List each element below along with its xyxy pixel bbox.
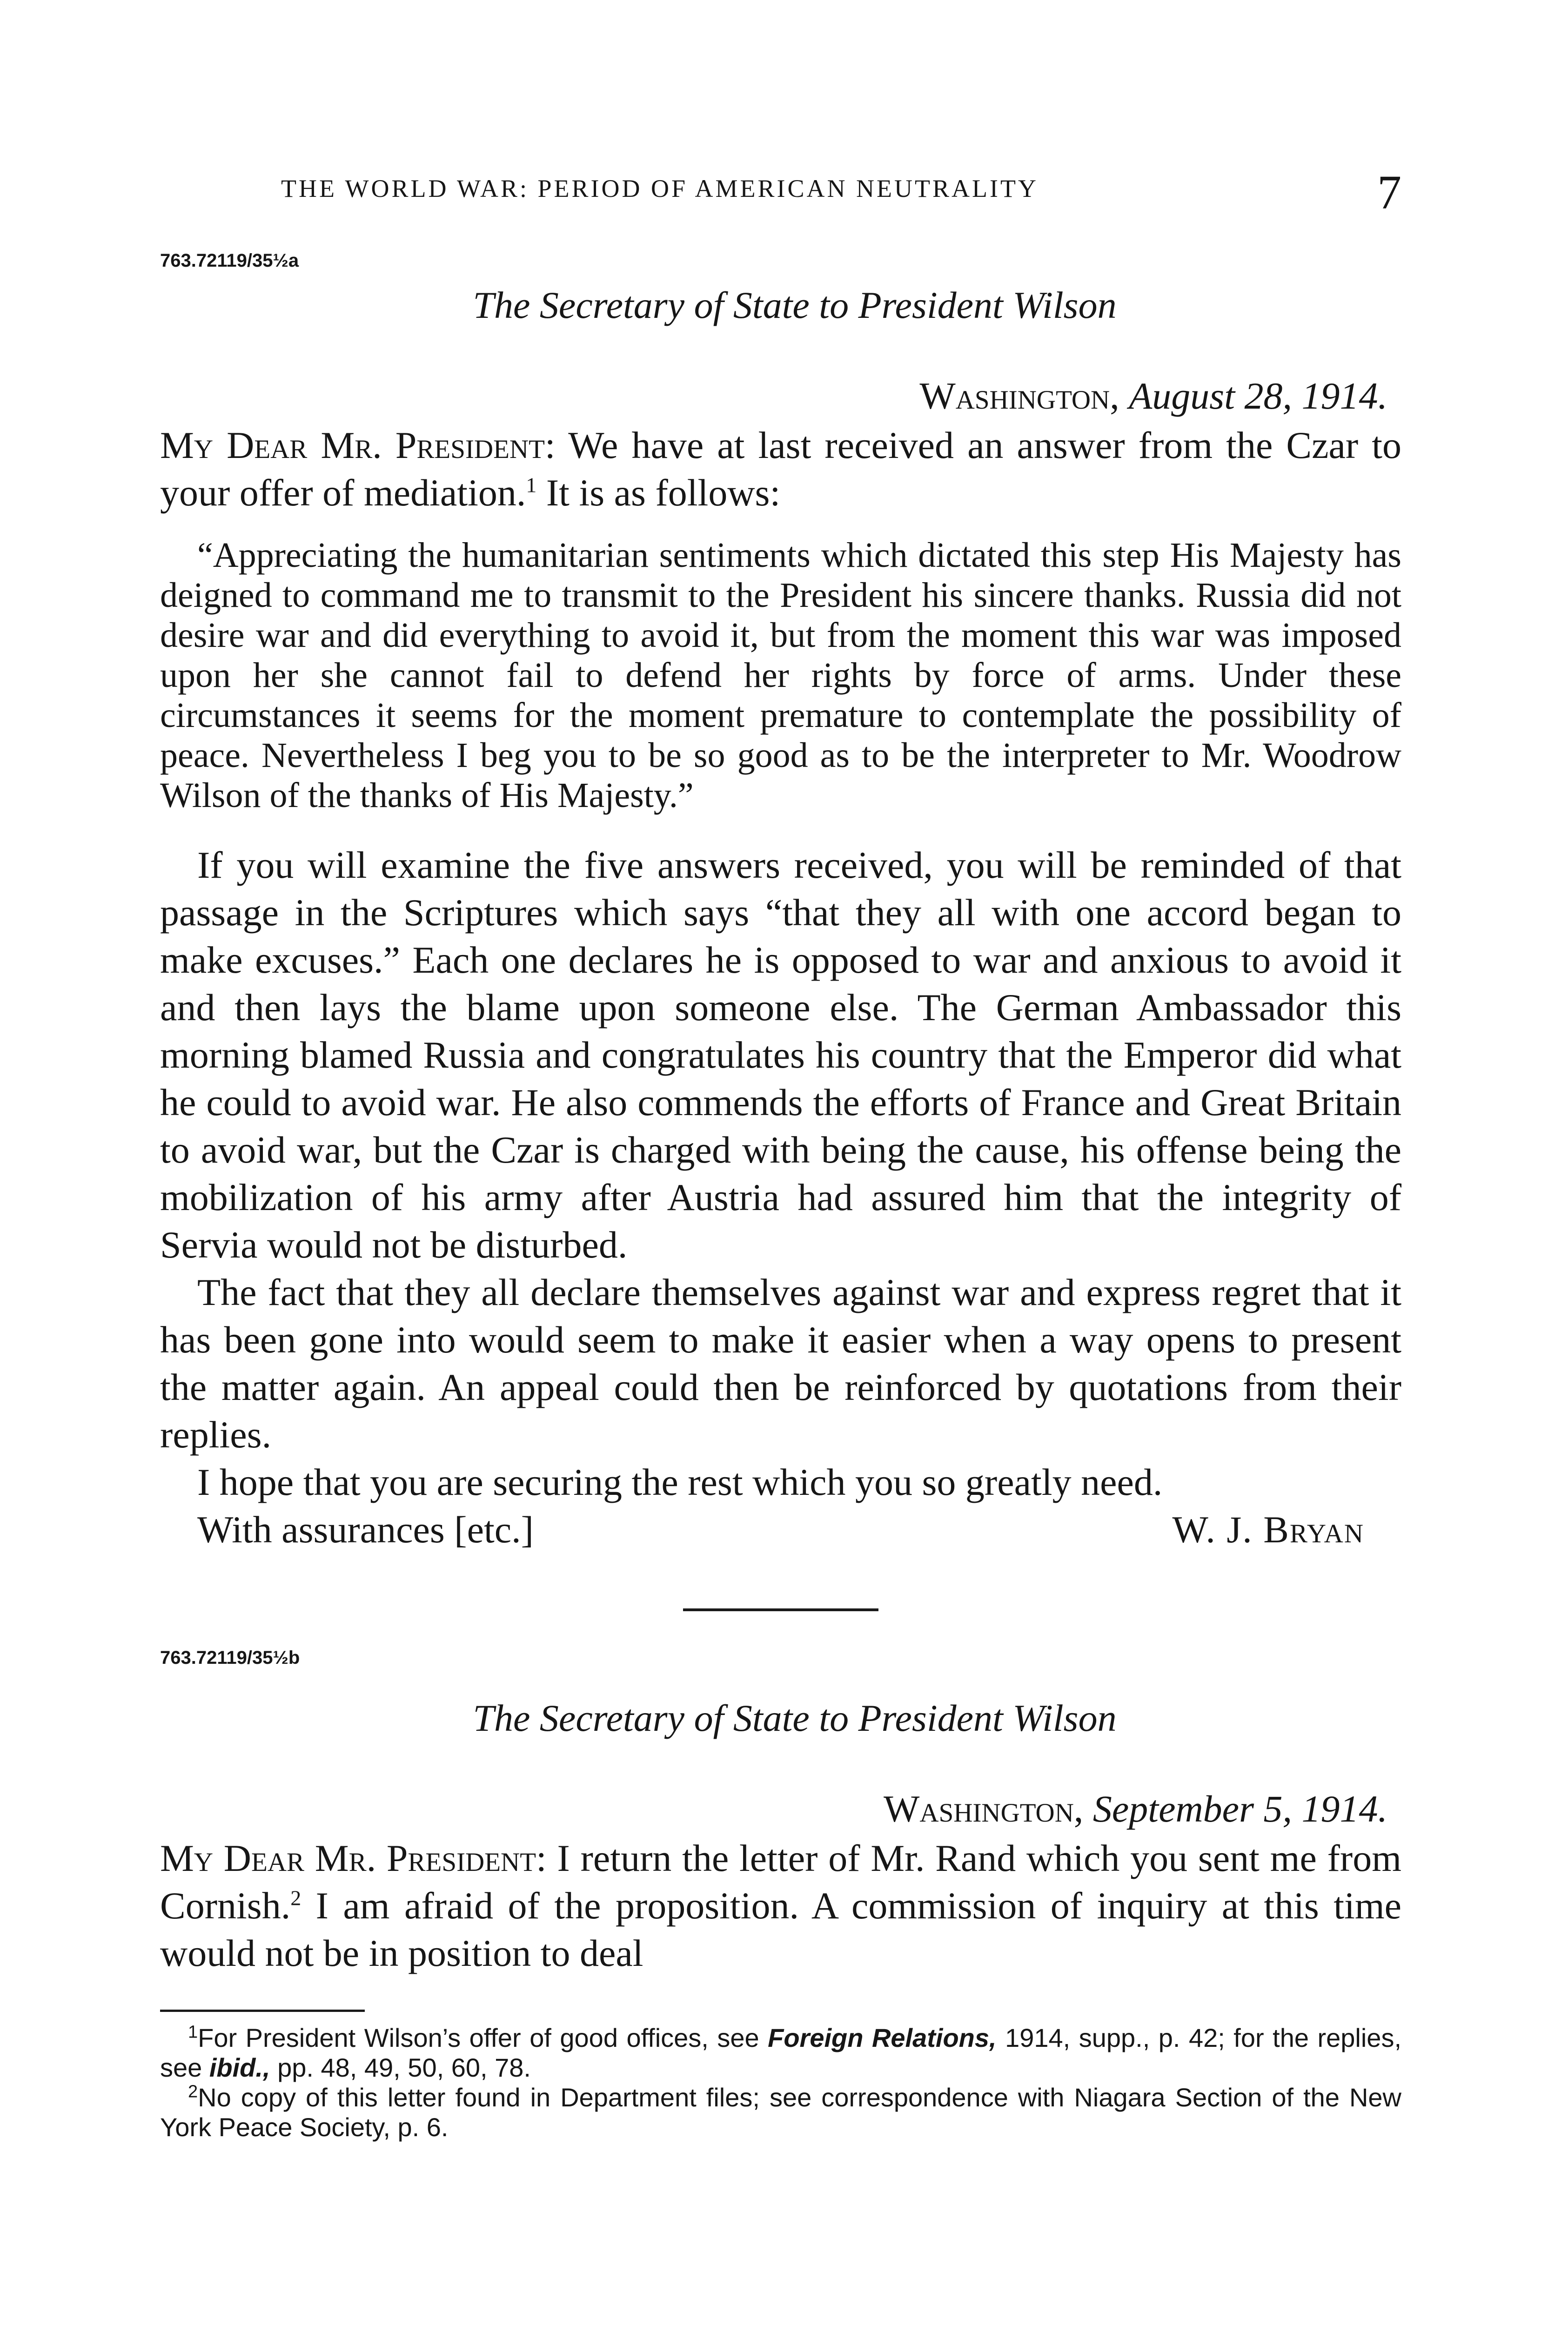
dateline-date: August 28, 1914. xyxy=(1129,375,1387,417)
section-divider xyxy=(683,1608,878,1611)
footnote-mark-2: 2 xyxy=(188,2082,198,2102)
page-number: 7 xyxy=(1377,166,1401,219)
closing-text: With assurances [etc.] xyxy=(197,1508,534,1551)
paragraph-1: If you will examine the five answers received, you will be reminded of that passage in the Scriptures which says “that they all with one accord began to make excuses.” Each one declares he is opposed to war and anxious to avoid it and then lays the blame upon someone else. The German Ambassador this morning blamed Russia and congratulates his country that the Emperor did what he could to avoid war. He also commends the efforts of France and Great Britain to avoid war, but the Czar is charged with being the cause, his offense being the mobilization of his army after Austria had assured him that the integrity of Servia would not be disturbed. xyxy=(160,844,1401,1266)
paragraph-3: I hope that you are securing the rest which you so greatly need. xyxy=(197,1461,1163,1503)
footnote-ref-1: 1 xyxy=(526,473,537,497)
letter-intro-1 xyxy=(160,422,1401,517)
signature: W. J. Bryan xyxy=(1172,1508,1364,1551)
quoted-reply: “Appreciating the humanitarian sentiments which dictated this step His Majesty has deigned to command me to transmit to the President his sincere thanks. Russia did not desire war and did everything to avoid it, but from the moment this war was imposed upon her she cannot fail to defend her rights by force of arms. Under these circumstances it seems for the moment premature to contemplate the possibility of peace. Nevertheless I beg you to be so good as to be the interpreter to Mr. Woodrow Wilson of the thanks of His Majesty.” xyxy=(160,536,1401,815)
running-head-title: THE WORLD WAR: PERIOD OF AMERICAN NEUTRALITY xyxy=(281,175,1039,202)
dateline-date-2: September 5, 1914. xyxy=(1092,1788,1387,1830)
intro-tail-2: I am afraid of the proposition. A commission of inquiry at this time would not be in position to deal xyxy=(160,1884,1401,1974)
dateline-1 xyxy=(160,370,1401,422)
footnote-2 xyxy=(160,2083,1401,2142)
footnote-2-text: No copy of this letter found in Department files; see correspondence with Niagara Section of the New York Peace Society, p. 6. xyxy=(160,2083,1401,2142)
footnote-ref-2: 2 xyxy=(290,1886,302,1910)
document-title-1: The Secretary of State to President Wilson xyxy=(473,284,1117,326)
footnote-mark-1: 1 xyxy=(188,2022,198,2042)
dateline-place: Washington, xyxy=(919,375,1119,417)
dateline-2 xyxy=(160,1783,1401,1835)
footnote-1-text: For President Wilson’s offer of good offices, see xyxy=(198,2023,768,2052)
footnote-1-italic: Foreign Relations, xyxy=(768,2023,997,2052)
intro-text-2: I return the letter of Mr. Rand which you sent me from Cornish. xyxy=(160,1837,1402,1927)
footnote-1-ibid: ibid., xyxy=(209,2053,270,2082)
document-title-2: The Secretary of State to President Wilson xyxy=(473,1697,1117,1739)
intro-tail: It is as follows: xyxy=(536,471,781,514)
salutation: My Dear Mr. President: xyxy=(160,424,556,466)
closing-line xyxy=(160,1506,1401,1554)
intro-text: We have at last received an answer from the Czar to your offer of mediation. xyxy=(160,424,1401,514)
letter-intro-2 xyxy=(160,1835,1401,1977)
file-number-2: 763.72119/35½b xyxy=(160,1648,300,1668)
salutation-2: My Dear Mr. President: xyxy=(160,1837,547,1879)
footnote-rule xyxy=(160,2010,365,2012)
footnote-1-mid: 1914, supp., p. 42; for the replies, see xyxy=(160,2023,1401,2082)
paragraph-2: The fact that they all declare themselves against war and express regret that it has been gone into would seem to make it easier when a way opens to present the matter again. An appeal could then be reinforced by quotations from their replies. xyxy=(160,1271,1401,1456)
dateline-place-2: Washington, xyxy=(884,1788,1084,1830)
document-page xyxy=(160,168,1401,2142)
file-number-1: 763.72119/35½a xyxy=(160,250,299,271)
footnote-1 xyxy=(160,2023,1401,2083)
running-head xyxy=(160,168,1401,223)
footnote-1-post: pp. 48, 49, 50, 60, 78. xyxy=(270,2053,531,2082)
